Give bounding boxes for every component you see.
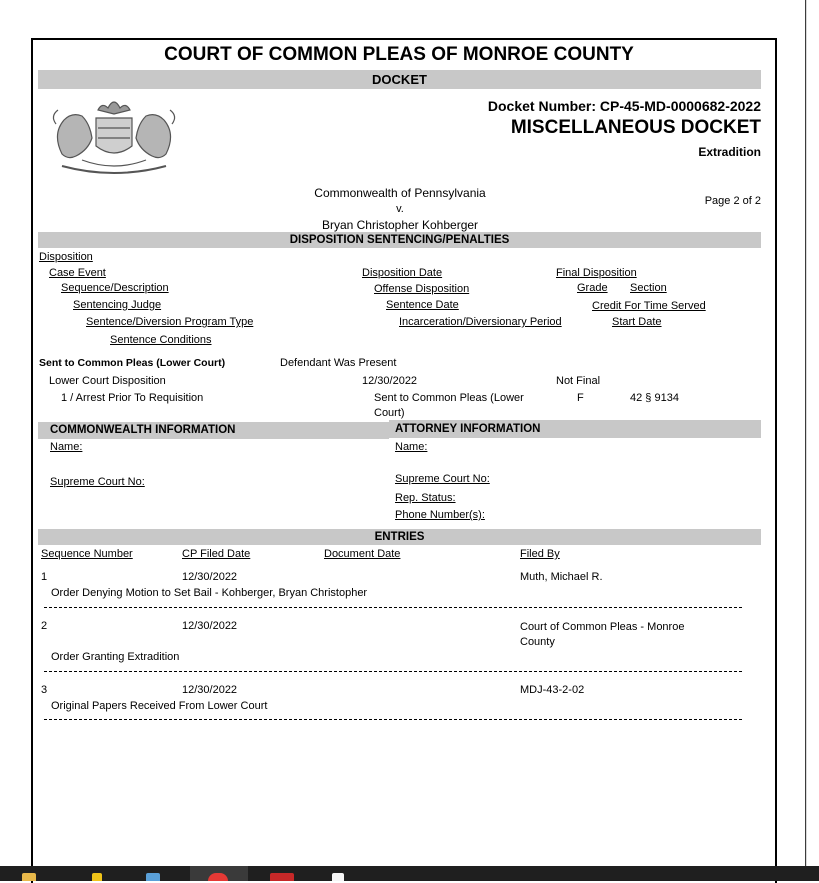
offense-section: 42 § 9134 (630, 392, 679, 404)
offense-description: 1 / Arrest Prior To Requisition (61, 392, 204, 404)
entries-bar: ENTRIES (38, 529, 761, 545)
col-final-disposition: Final Disposition (556, 267, 637, 279)
col-document-date: Document Date (324, 548, 401, 560)
attorney-name-label: Name: (395, 441, 428, 453)
entry-2-filed-by: Court of Common Pleas - Monroe (520, 621, 685, 633)
pennsylvania-coat-of-arms-icon (42, 94, 186, 180)
entry-2-seq: 2 (41, 620, 48, 632)
attorney-supreme-label: Supreme Court No: (395, 473, 490, 485)
caption-line2: Bryan Christopher Kohberger (321, 218, 479, 232)
col-sentence-date: Sentence Date (386, 299, 459, 311)
col-cp-filed-date: CP Filed Date (182, 548, 251, 560)
entry-1-cp-date: 12/30/2022 (182, 571, 238, 583)
window-icon[interactable] (146, 873, 160, 881)
lower-court-disposition: Lower Court Disposition (49, 375, 166, 387)
entry-1-description: Order Denying Motion to Set Bail - Kohberger, Bryan Christopher (51, 587, 368, 599)
entry-3-divider (44, 719, 742, 720)
app-icon[interactable] (92, 873, 102, 881)
entry-3-description: Original Papers Received From Lower Court (51, 700, 268, 712)
col-filed-by: Filed By (520, 548, 560, 560)
entry-3-seq: 3 (41, 684, 48, 696)
col-sequence-description: Sequence/Description (61, 282, 169, 294)
col-program-type: Sentence/Diversion Program Type (86, 316, 254, 328)
browser-icon[interactable] (208, 873, 228, 881)
disposition-bar: DISPOSITION SENTENCING/PENALTIES (38, 232, 761, 248)
folder-icon[interactable] (22, 873, 36, 881)
entry-2-divider (44, 671, 742, 672)
entry-1-filed-by: Muth, Michael R. (520, 571, 603, 583)
entry-2-description: Order Granting Extradition (51, 651, 180, 663)
entry-2-cp-date: 12/30/2022 (182, 620, 238, 632)
offense-grade: F (577, 392, 584, 404)
entry-3-cp-date: 12/30/2022 (182, 684, 238, 696)
mail-icon[interactable] (270, 873, 294, 881)
col-disposition: Disposition (39, 251, 93, 263)
caption-line1: Commonwealth of Pennsylvania (314, 186, 486, 200)
col-sequence-number: Sequence Number (41, 548, 133, 560)
col-case-event: Case Event (49, 267, 106, 279)
col-incarceration-period: Incarceration/Diversionary Period (399, 316, 562, 328)
col-section: Section (630, 282, 667, 294)
commonwealth-bar: COMMONWEALTH INFORMATION (38, 422, 389, 439)
entry-1-divider (44, 607, 742, 608)
col-start-date: Start Date (612, 316, 662, 328)
offense-disposition-2: Court) (374, 407, 405, 419)
not-final-status: Not Final (556, 375, 601, 387)
col-grade: Grade (577, 282, 608, 294)
docket-type: MISCELLANEOUS DOCKET (510, 117, 761, 138)
scrollbar[interactable] (806, 0, 819, 866)
disposition-row-title: Sent to Common Pleas (Lower Court) (39, 357, 226, 369)
court-title: COURT OF COMMON PLEAS OF MONROE COUNTY (164, 44, 634, 65)
col-offense-disposition: Offense Disposition (374, 283, 470, 295)
entry-3-filed-by: MDJ-43-2-02 (520, 684, 585, 696)
col-credit-time-served: Credit For Time Served (592, 300, 706, 312)
caption-v: v. (396, 203, 404, 215)
commonwealth-supreme-label: Supreme Court No: (50, 476, 145, 488)
attorney-bar: ATTORNEY INFORMATION (389, 420, 761, 438)
docket-subtype: Extradition (698, 145, 761, 159)
col-sentence-conditions: Sentence Conditions (110, 334, 212, 346)
offense-disposition-1: Sent to Common Pleas (Lower (374, 392, 524, 404)
entry-2-filed-by-2: County (520, 636, 555, 648)
page-info: Page 2 of 2 (704, 195, 761, 207)
entry-1-seq: 1 (41, 571, 48, 583)
col-disposition-date: Disposition Date (362, 267, 443, 279)
attorney-rep-status-label: Rep. Status: (395, 492, 456, 504)
document-icon[interactable] (332, 873, 344, 881)
disposition-row-date: 12/30/2022 (362, 375, 418, 387)
defendant-present: Defendant Was Present (280, 357, 397, 369)
docket-number: Docket Number: CP-45-MD-0000682-2022 (487, 98, 761, 114)
docket-bar: DOCKET (38, 70, 761, 89)
col-sentencing-judge: Sentencing Judge (73, 299, 162, 311)
commonwealth-name-label: Name: (50, 441, 83, 453)
taskbar (0, 866, 819, 881)
attorney-phone-label: Phone Number(s): (395, 509, 485, 521)
